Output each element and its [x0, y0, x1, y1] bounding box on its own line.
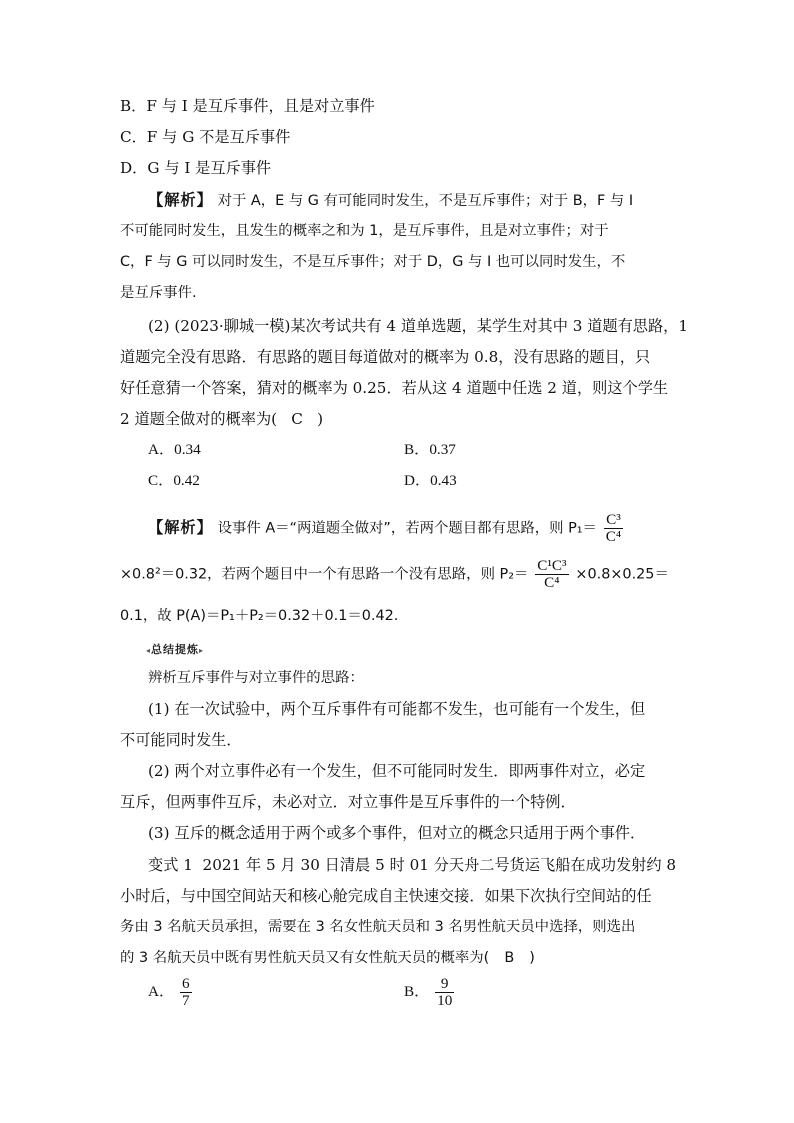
variant1-label: 变式 1: [148, 856, 193, 874]
variant1-line2: 小时后，与中国空间站天和核心舱完成自主快速交接．如果下次执行空间站的任: [120, 887, 652, 905]
option-a-variant1: [148, 976, 194, 1009]
analysis2-text: 设事件 A＝“两道题全做对”，若两个题目都有思路，则 P₁＝: [217, 520, 597, 537]
analysis2-line3: 0.1，故 P(A)＝P₁＋P₂＝0.32＋0.1＝0.42.: [120, 608, 399, 624]
variant1-line4-suffix: ): [529, 950, 535, 966]
question2-line2: 道题完全没有思路．有思路的题目每道做对的概率为 0.8，没有思路的题目，只: [120, 348, 651, 366]
option-b-q1: B．F 与 I 是互斥事件，且是对立事件: [120, 97, 375, 115]
analysis2-line2: [120, 558, 669, 591]
summary-point1-line2: 不可能同时发生．: [120, 731, 242, 749]
option-a-fraction: [180, 976, 192, 1009]
analysis1-text: 对于 A，E 与 G 有可能同时发生，不是互斥事件；对于 B，F 与 I: [217, 193, 634, 209]
question2-answer: C: [291, 410, 303, 428]
fraction-p2: [535, 558, 568, 591]
right-arrow-icon: ▸: [199, 646, 205, 655]
analysis1-line3: C，F 与 G 可以同时发生，不是互斥事件；对于 D，G 与 I 也可以同时发生，不: [120, 254, 626, 270]
fraction-p1-numerator: C³: [604, 512, 623, 529]
fraction-p1: [604, 512, 623, 545]
fraction-p2-numerator: C¹C³: [537, 557, 567, 574]
analysis1-line2: 不可能同时发生，且发生的概率之和为 1，是互斥事件，且是对立事件；对于: [120, 223, 609, 239]
option-b-q2: B．0.37: [404, 441, 456, 458]
question2-line3: 好任意猜一个答案，猜对的概率为 0.25．若从这 4 道题中任选 2 道，则这个学生: [120, 379, 669, 397]
option-d-q1: D．G 与 I 是互斥事件: [120, 159, 272, 177]
analysis2-line1: [148, 512, 625, 545]
analysis-tag: 【解析】: [148, 191, 213, 209]
variant1-line1: [148, 855, 676, 875]
option-b-variant1: [404, 976, 456, 1009]
analysis1-line4: 是互斥事件.: [120, 285, 197, 301]
option-a-q2: A．0.34: [148, 441, 201, 458]
variant1-answer: B: [504, 950, 515, 966]
analysis-tag: 【解析】: [148, 518, 213, 537]
variant1-line4: [120, 948, 535, 968]
option-a-numerator: 6: [181, 975, 190, 992]
summary-title: [146, 641, 204, 657]
summary-title-text: 总结提炼: [151, 643, 200, 656]
option-c-q1: C．F 与 G 不是互斥事件: [120, 128, 291, 146]
summary-point2-line1: (2) 两个对立事件必有一个发生，但不可能同时发生．即两事件对立，必定: [148, 762, 646, 780]
option-b-fraction: [435, 976, 454, 1009]
question2-line4-prefix: 2 道题全做对的概率为(: [120, 410, 278, 428]
option-b-label: B．: [404, 982, 430, 1000]
question2-line1: (2) (2023·聊城一模)某次考试共有 4 道单选题，某学生对其中 3 道题有思路，1: [148, 317, 689, 335]
analysis1-line1: [148, 190, 633, 211]
fraction-p2-denominator: C⁴: [544, 574, 560, 591]
option-a-label: A．: [148, 982, 175, 1000]
question2-line4: [120, 409, 323, 429]
option-b-numerator: 9: [435, 976, 454, 993]
option-a-denominator: 7: [181, 992, 190, 1009]
summary-intro: 辨析互斥事件与对立事件的思路：: [148, 670, 364, 686]
option-d-q2: D．0.43: [404, 472, 457, 489]
variant1-line4-prefix: 的 3 名航天员中既有男性航天员又有女性航天员的概率为(: [120, 950, 490, 966]
analysis2-text-b: ×0.8×0.25＝: [575, 566, 669, 583]
option-c-q2: C．0.42: [148, 472, 200, 489]
summary-point2-line2: 互斥，但两事件互斥，未必对立．对立事件是互斥事件的一个特例．: [120, 793, 576, 811]
variant1-text: 2021 年 5 月 30 日清晨 5 时 01 分天舟二号货运飞船在成功发射约 8: [202, 856, 677, 874]
fraction-p1-denominator: C⁴: [605, 528, 622, 545]
option-b-denominator: 10: [437, 992, 453, 1009]
question2-line4-suffix: ): [317, 410, 324, 428]
left-arrow-icon: ◂: [146, 646, 152, 655]
summary-point1-line1: (1) 在一次试验中，两个互斥事件有可能都不发生，也可能有一个发生，但: [148, 700, 646, 718]
analysis2-text-a: ×0.8²＝0.32，若两个题目中一个有思路一个没有思路，则 P₂＝: [120, 566, 529, 583]
summary-point3-line1: (3) 互斥的概念适用于两个或多个事件，但对立的概念只适用于两个事件．: [148, 824, 646, 842]
variant1-line3: 务由 3 名航天员承担，需要在 3 名女性航天员和 3 名男性航天员中选择，则选出: [120, 919, 636, 935]
